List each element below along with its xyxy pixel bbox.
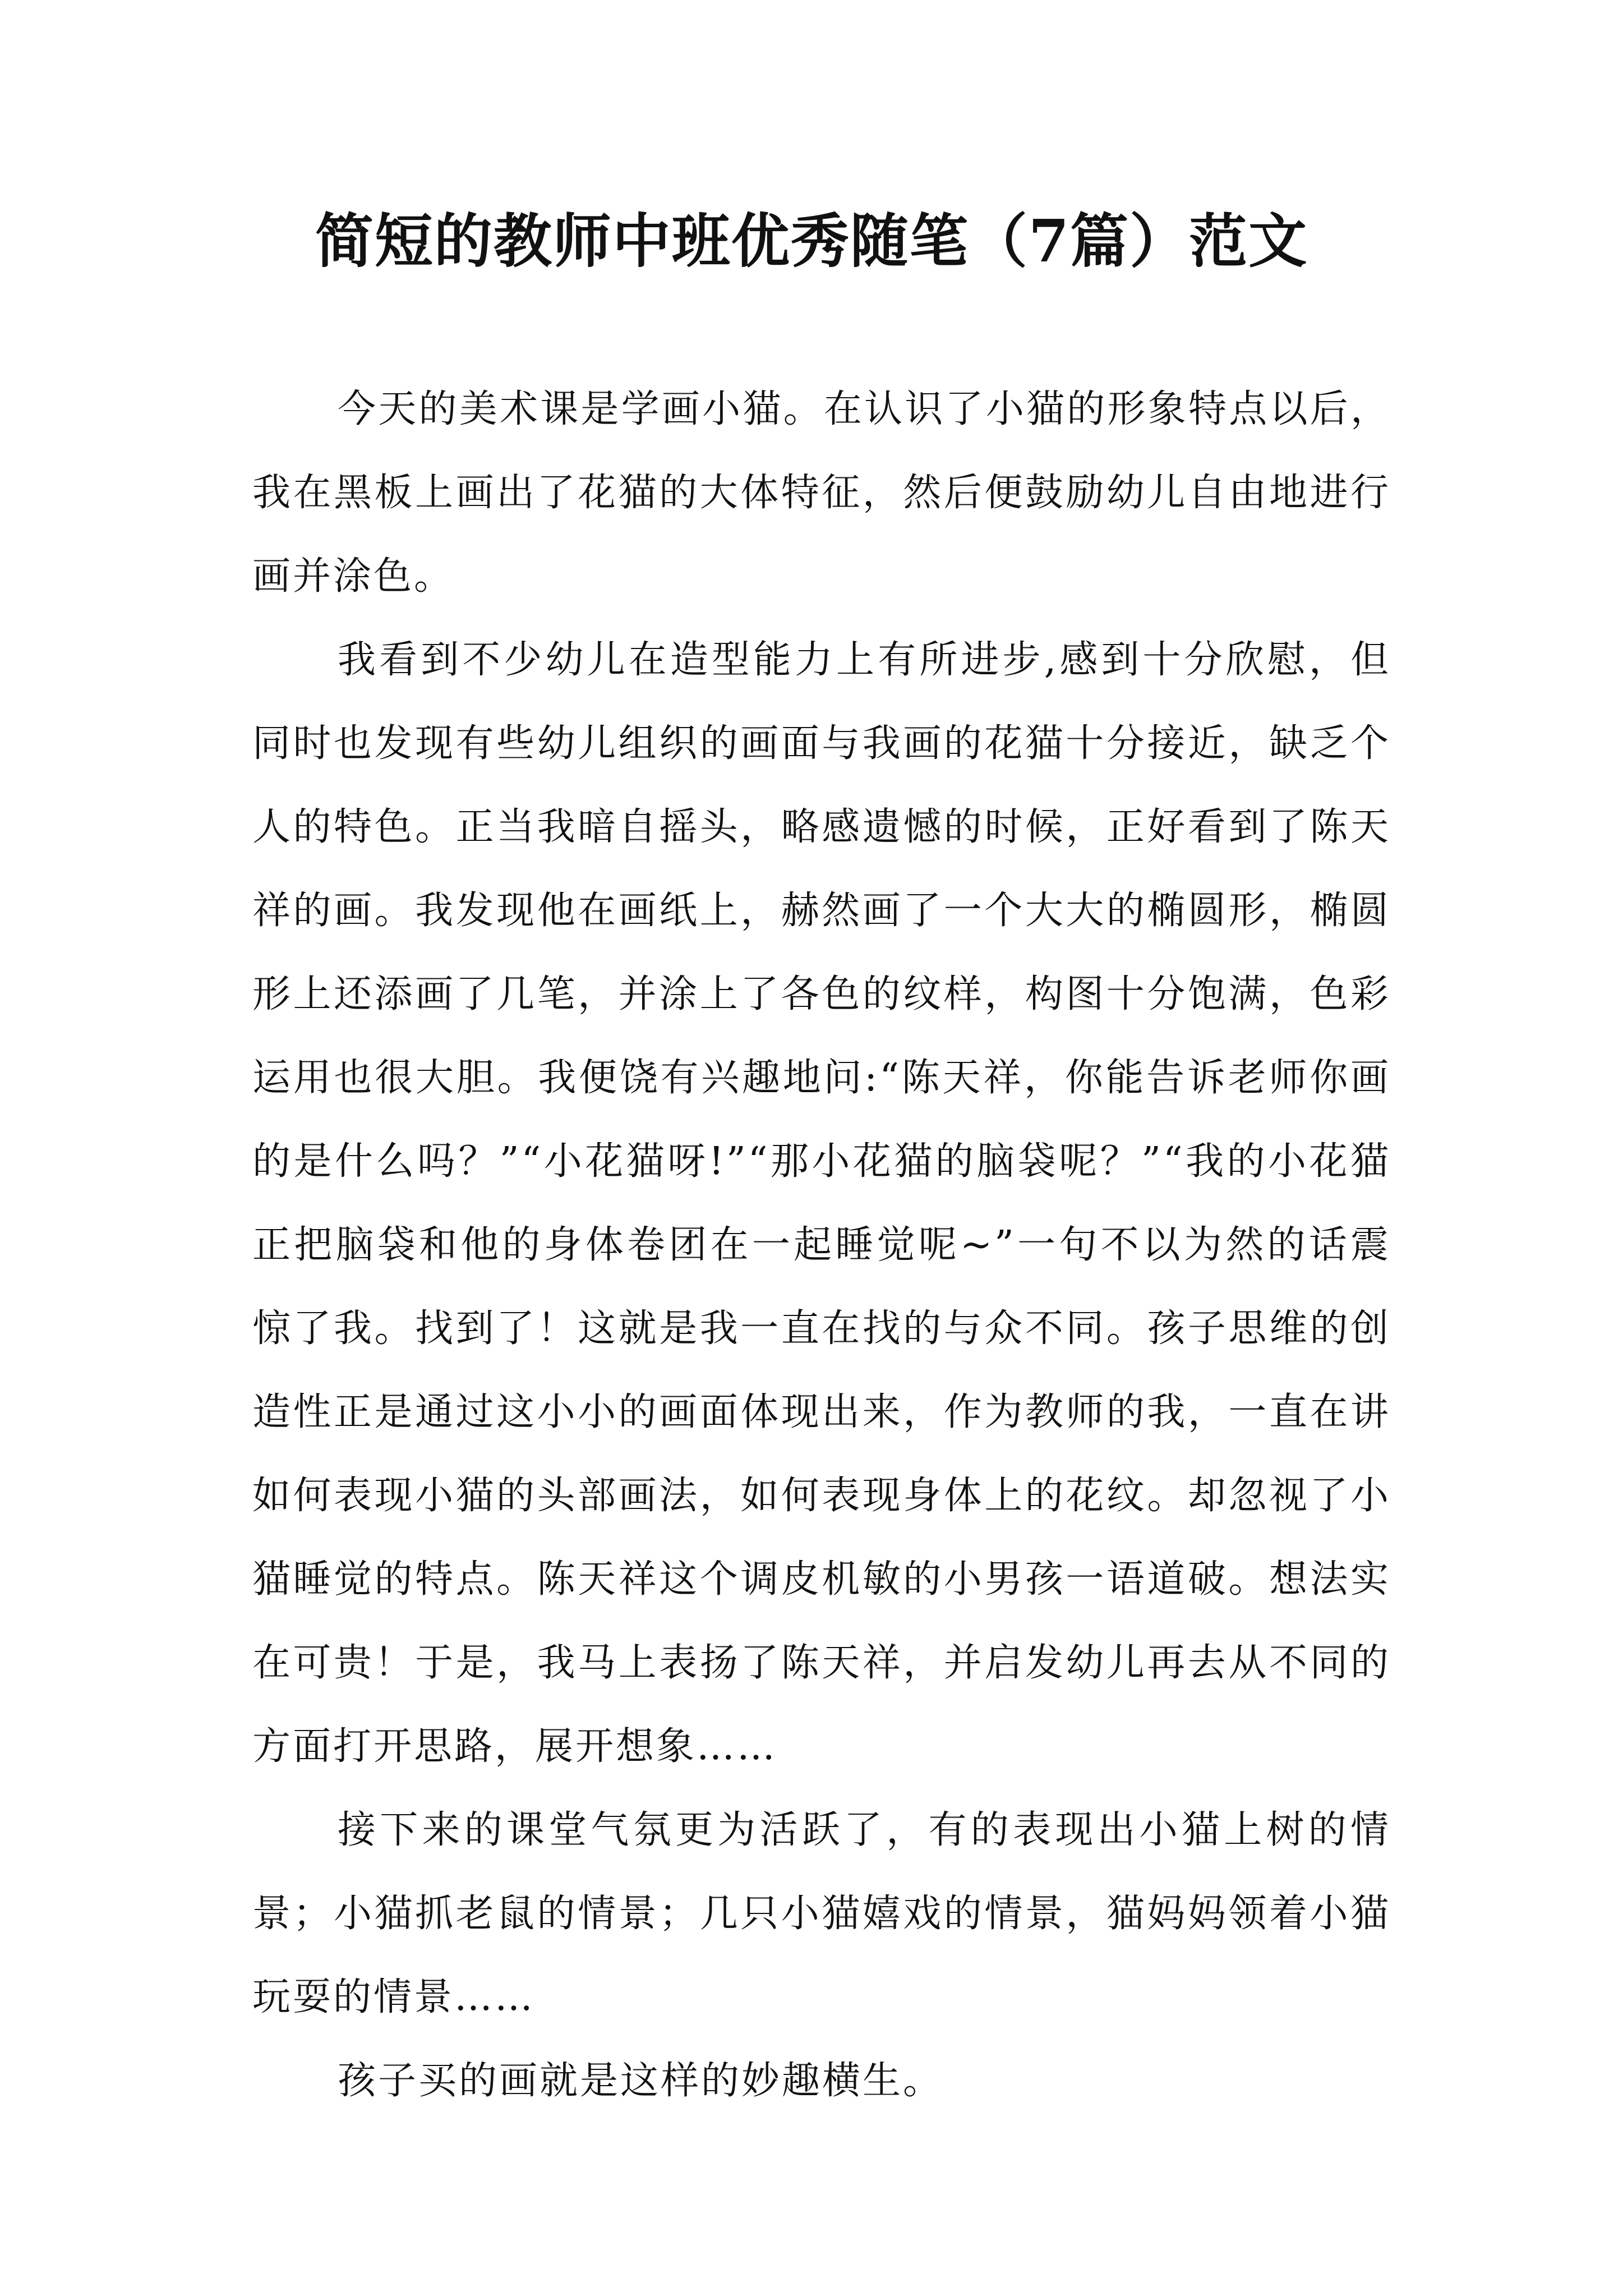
document-title: 简短的教师中班优秀随笔（7篇）范文 <box>315 206 1308 275</box>
paragraph-4: 孩子买的画就是这样的妙趣横生。 <box>338 2059 944 2103</box>
paragraph-1: 今天的美术课是学画小猫。在认识了小猫的形象特点以后，我在黑板上画出了花猫的大体特征，然后便鼓励幼儿自由地进行画并涂色。 <box>252 387 1391 599</box>
paragraph-3: 接下来的课堂气氛更为活跃了，有的表现出小猫上树的情景；小猫抓老鼠的情景；几只小猫嬉戏的情景，猫妈妈领着小猫玩耍的情景…… <box>252 1808 1391 2019</box>
paragraph-2: 我看到不少幼儿在造型能力上有所进步,感到十分欣慰，但同时也发现有些幼儿组织的画面与我画的花猫十分接近，缺乏个人的特色。正当我暗自摇头，略感遗憾的时候，正好看到了陈天祥的画。我发现他在画纸上，赫然画了一个大大的椭圆形，椭圆形上还添画了几笔，并涂上了各色的纹样，构图十分饱满，色彩运用也很大胆。我便饶有兴趣地问:“陈天祥，你能告诉老师你画的是什么吗？”“小花猫呀!”“那小花猫的脑袋呢？”“我的小花猫正把脑袋和他的身体卷团在一起睡觉呢~”一句不以为然的话震惊了我。找到了！这就是我一直在找的与众不同。孩子思维的创造性正是通过这小小的画面体现出来，作为教师的我，一直在讲如何表现小猫的头部画法，如何表现身体上的花纹。却忽视了小猫睡觉的特点。陈天祥这个调皮机敏的小男孩一语道破。想法实在可贵！于是，我马上表扬了陈天祥，并启发幼儿再去从不同的方面打开思路，展开想象…… <box>252 638 1391 1769</box>
document-body <box>252 367 1391 2123</box>
